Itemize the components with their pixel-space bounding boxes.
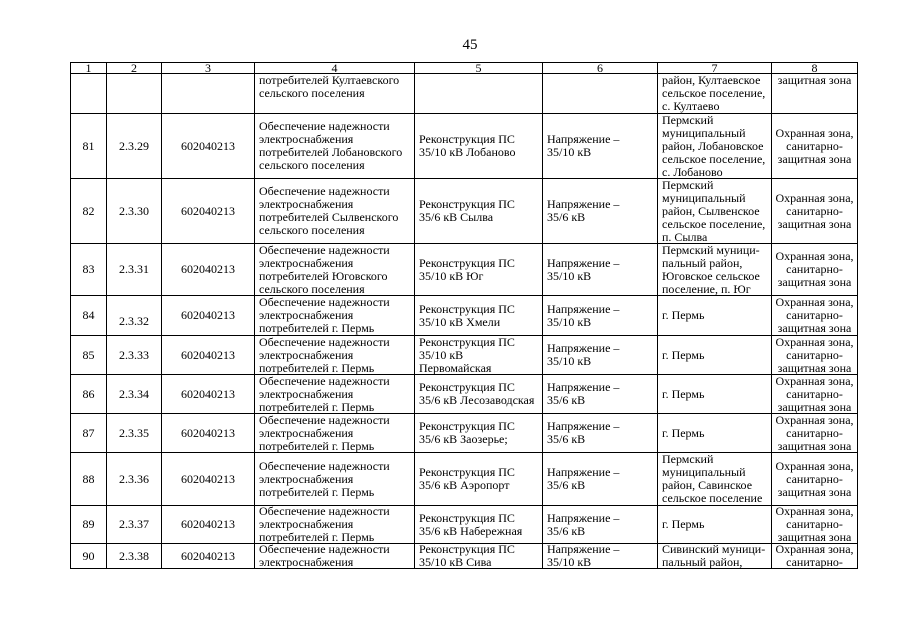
cell-id-text: 602040213: [181, 203, 235, 218]
table-header-row: [70, 62, 858, 74]
cell-zone-text: Охранная зона, санитарно-: [775, 544, 854, 569]
cell-purpose-text: Обеспечение надежности электроснабжения потребителей г. Пермь: [259, 296, 390, 335]
cell-purpose: [255, 179, 415, 244]
table-row: [70, 375, 858, 414]
cell-zone: [772, 544, 858, 569]
cell-location-text: г. Пермь: [662, 386, 705, 401]
cell-id-text: 602040213: [181, 425, 235, 440]
page-number: 45: [462, 37, 478, 53]
cell-id: [162, 453, 255, 506]
cell-purpose: [255, 336, 415, 375]
cell-no-text: 83: [82, 262, 95, 276]
table-row: [70, 74, 858, 114]
cell-no: [70, 244, 107, 296]
header-cell: [772, 62, 858, 74]
cell-code: [107, 544, 162, 569]
cell-no-text: 86: [82, 386, 95, 401]
cell-object-text: Реконструкция ПС 35/10 кВ Лобаново: [419, 132, 516, 159]
cell-location: [658, 296, 772, 336]
cell-location: [658, 179, 772, 244]
header-cell: [543, 62, 658, 74]
cell-purpose-text: Обеспечение надежности электроснабжения потребителей г. Пермь: [259, 414, 390, 453]
cell-params-text: Напряжение – 35/10 кВ: [547, 132, 620, 159]
cell-no: [70, 414, 107, 453]
cell-object-text: Реконструкция ПС 35/10 кВ Сива: [419, 544, 515, 569]
table-row: [70, 179, 858, 244]
cell-purpose-text: Обеспечение надежности электроснабжения потребителей Лобановского сельского поселения: [259, 119, 403, 172]
header-cell: [107, 62, 162, 74]
cell-no-text: 81: [82, 138, 95, 153]
cell-id: [162, 506, 255, 544]
cell-zone: [772, 375, 858, 414]
cell-zone: [772, 414, 858, 453]
cell-zone-text: Охранная зона, санитарно- защитная зона: [775, 336, 854, 375]
cell-purpose-text: Обеспечение надежности электроснабжения потребителей г. Пермь: [259, 458, 390, 499]
cell-zone: [772, 336, 858, 375]
cell-location: [658, 453, 772, 506]
cell-location: [658, 414, 772, 453]
cell-object-text: Реконструкция ПС 35/6 кВ Заозерье;: [419, 419, 515, 446]
header-label: 3: [205, 62, 211, 74]
cell-object: [415, 296, 543, 336]
cell-id: [162, 544, 255, 569]
cell-id: [162, 179, 255, 244]
cell-code: [107, 296, 162, 336]
table-row: [70, 506, 858, 544]
header-label: 1: [85, 62, 92, 74]
cell-code: [107, 414, 162, 453]
cell-id-text: 602040213: [181, 548, 235, 563]
cell-purpose: [255, 296, 415, 336]
cell-object: [415, 453, 543, 506]
cell-location: [658, 506, 772, 544]
cell-location: [658, 114, 772, 179]
cell-object-text: Реконструкция ПС 35/10 кВ Хмели: [419, 301, 515, 329]
document-table: [70, 62, 858, 569]
cell-code: [107, 336, 162, 375]
header-label: 6: [597, 62, 603, 74]
cell-object: [415, 244, 543, 296]
cell-purpose: [255, 453, 415, 506]
cell-no-text: 85: [82, 347, 95, 362]
header-cell: [162, 62, 255, 74]
cell-params: [543, 179, 658, 244]
cell-no-text: 84: [82, 308, 95, 322]
cell-code: [107, 506, 162, 544]
cell-object-text: Реконструкция ПС 35/10 кВ Юг: [419, 255, 515, 283]
cell-id: [162, 336, 255, 375]
cell-location: [658, 336, 772, 375]
cell-object: [415, 506, 543, 544]
cell-object-text: Реконструкция ПС 35/6 кВ Набережная: [419, 510, 523, 538]
table-row: [70, 244, 858, 296]
cell-purpose: [255, 74, 415, 114]
cell-location: [658, 244, 772, 296]
cell-params: [543, 453, 658, 506]
cell-zone: [772, 179, 858, 244]
cell-params-text: Напряжение – 35/6 кВ: [547, 510, 620, 538]
cell-params-text: Напряжение – 35/6 кВ: [547, 465, 620, 492]
cell-purpose-text: Обеспечение надежности электроснабжения потребителей Сылвенского сельского поселения: [259, 184, 399, 237]
cell-zone-text: Охранная зона, санитарно- защитная зона: [775, 375, 854, 414]
cell-params: [543, 74, 658, 114]
cell-location-text: г. Пермь: [662, 308, 705, 322]
cell-purpose-text: потребителей Култаевского сельского поселения: [259, 74, 400, 100]
table-row: [70, 453, 858, 506]
cell-id: [162, 114, 255, 179]
cell-location: [658, 544, 772, 569]
cell-purpose-text: Обеспечение надежности электроснабжения потребителей Юговского сельского поселения: [259, 244, 390, 296]
cell-zone-text: Охранная зона, санитарно- защитная зона: [775, 190, 854, 231]
cell-zone: [772, 74, 858, 114]
header-label: 4: [331, 62, 338, 74]
cell-zone: [772, 114, 858, 179]
cell-code: [107, 114, 162, 179]
cell-location-text: г. Пермь: [662, 517, 705, 531]
cell-zone: [772, 296, 858, 336]
cell-id-text: 602040213: [181, 308, 235, 322]
header-label: 7: [711, 62, 718, 74]
cell-no: [70, 544, 107, 569]
cell-code-text: 2.3.29: [119, 138, 149, 153]
cell-no: [70, 336, 107, 375]
table-row: [70, 336, 858, 375]
cell-no: [70, 296, 107, 336]
cell-location-text: Пермский муниципальный район, Савинское сельское поселение: [662, 453, 763, 505]
cell-code-text: 2.3.32: [119, 314, 149, 328]
cell-location-text: район, Култаевское сельское поселение, с. Култаево: [662, 74, 766, 113]
cell-object: [415, 114, 543, 179]
cell-object-text: Реконструкция ПС 35/6 кВ Аэропорт: [419, 465, 515, 492]
cell-purpose: [255, 244, 415, 296]
cell-params: [543, 544, 658, 569]
cell-purpose-text: Обеспечение надежности электроснабжения потребителей г. Пермь: [259, 375, 390, 414]
cell-id: [162, 244, 255, 296]
cell-params: [543, 506, 658, 544]
cell-params-text: Напряжение – 35/6 кВ: [547, 419, 620, 446]
cell-zone-text: Охранная зона, санитарно- защитная зона: [775, 125, 854, 166]
cell-params: [543, 336, 658, 375]
cell-id-text: 602040213: [181, 471, 235, 486]
cell-purpose: [255, 506, 415, 544]
table-row: [70, 114, 858, 179]
cell-object: [415, 74, 543, 114]
cell-zone-text: Охранная зона, санитарно- защитная зона: [775, 414, 854, 453]
cell-no-text: 89: [82, 517, 95, 531]
header-cell: [255, 62, 415, 74]
cell-no-text: 90: [82, 548, 95, 563]
cell-params-text: Напряжение – 35/10 кВ: [547, 301, 620, 329]
cell-params-text: Напряжение – 35/6 кВ: [547, 380, 620, 407]
cell-code: [107, 375, 162, 414]
cell-location-text: Сивинский муници- пальный район,: [662, 544, 766, 569]
header-cell: [70, 62, 107, 74]
header-label: 5: [475, 62, 482, 74]
cell-code: [107, 74, 162, 114]
cell-purpose: [255, 375, 415, 414]
cell-id-text: 602040213: [181, 517, 235, 531]
cell-id: [162, 74, 255, 114]
header-cell: [658, 62, 772, 74]
cell-code-text: 2.3.33: [119, 347, 149, 362]
cell-location: [658, 375, 772, 414]
table-row: [70, 544, 858, 569]
cell-purpose-text: Обеспечение надежности электроснабжения: [259, 544, 390, 569]
cell-params: [543, 375, 658, 414]
cell-params: [543, 114, 658, 179]
cell-code-text: 2.3.37: [119, 517, 149, 531]
cell-zone-text: Охранная зона, санитарно- защитная зона: [775, 296, 854, 335]
cell-zone-text: Охранная зона, санитарно- защитная зона: [775, 249, 854, 289]
cell-purpose-text: Обеспечение надежности электроснабжения потребителей г. Пермь: [259, 506, 390, 544]
cell-id-text: 602040213: [181, 386, 235, 401]
cell-zone-text: Охранная зона, санитарно- защитная зона: [775, 458, 854, 499]
cell-code-text: 2.3.38: [119, 548, 149, 563]
cell-params-text: Напряжение – 35/10 кВ: [547, 544, 620, 569]
cell-id-text: 602040213: [181, 262, 235, 276]
cell-no: [70, 179, 107, 244]
cell-no: [70, 506, 107, 544]
cell-object-text: Реконструкция ПС 35/10 кВ Первомайская: [419, 336, 515, 375]
cell-object: [415, 179, 543, 244]
cell-purpose: [255, 414, 415, 453]
cell-object-text: Реконструкция ПС 35/6 кВ Лесозаводская: [419, 380, 535, 407]
cell-zone: [772, 244, 858, 296]
cell-location-text: Пермский муниципальный район, Сылвенское сельское поселение, п. Сылва: [662, 179, 766, 244]
cell-zone-text: Охранная зона, санитарно- защитная зона: [775, 506, 854, 544]
cell-no-text: 87: [82, 425, 95, 440]
cell-no: [70, 74, 107, 114]
cell-location-text: Пермский муниципальный район, Лобановское сельское поселение, с. Лобаново: [662, 114, 766, 179]
cell-code-text: 2.3.31: [119, 262, 149, 276]
cell-location: [658, 74, 772, 114]
cell-code: [107, 244, 162, 296]
cell-purpose: [255, 114, 415, 179]
header-label: 2: [131, 62, 137, 74]
cell-purpose-text: Обеспечение надежности электроснабжения потребителей г. Пермь: [259, 336, 390, 375]
cell-params: [543, 414, 658, 453]
cell-no-text: 82: [82, 203, 95, 218]
cell-params: [543, 244, 658, 296]
cell-id: [162, 375, 255, 414]
cell-location-text: Пермский муници- пальный район, Юговское сельское поселение, п. Юг: [662, 244, 760, 296]
cell-zone-text: защитная зона: [777, 74, 852, 87]
cell-params-text: Напряжение – 35/10 кВ: [547, 255, 620, 283]
table-row: [70, 414, 858, 453]
cell-object: [415, 414, 543, 453]
cell-object: [415, 375, 543, 414]
cell-code-text: 2.3.34: [119, 386, 149, 401]
cell-no-text: 88: [82, 471, 95, 486]
cell-location-text: г. Пермь: [662, 425, 705, 440]
cell-location-text: г. Пермь: [662, 347, 705, 362]
header-label: 8: [811, 62, 818, 74]
cell-object-text: Реконструкция ПС 35/6 кВ Сылва: [419, 197, 515, 224]
cell-code: [107, 179, 162, 244]
cell-purpose: [255, 544, 415, 569]
cell-id-text: 602040213: [181, 138, 235, 153]
cell-no: [70, 375, 107, 414]
cell-code-text: 2.3.35: [119, 425, 149, 440]
cell-id: [162, 414, 255, 453]
cell-object: [415, 544, 543, 569]
cell-id-text: 602040213: [181, 347, 235, 362]
cell-code-text: 2.3.30: [119, 203, 149, 218]
cell-params: [543, 296, 658, 336]
cell-code: [107, 453, 162, 506]
cell-params-text: Напряжение – 35/10 кВ: [547, 341, 620, 368]
header-cell: [415, 62, 543, 74]
cell-no: [70, 114, 107, 179]
cell-zone: [772, 453, 858, 506]
cell-params-text: Напряжение – 35/6 кВ: [547, 197, 620, 224]
cell-code-text: 2.3.36: [119, 471, 149, 486]
cell-object: [415, 336, 543, 375]
table-row: [70, 296, 858, 336]
cell-no: [70, 453, 107, 506]
cell-zone: [772, 506, 858, 544]
cell-id: [162, 296, 255, 336]
